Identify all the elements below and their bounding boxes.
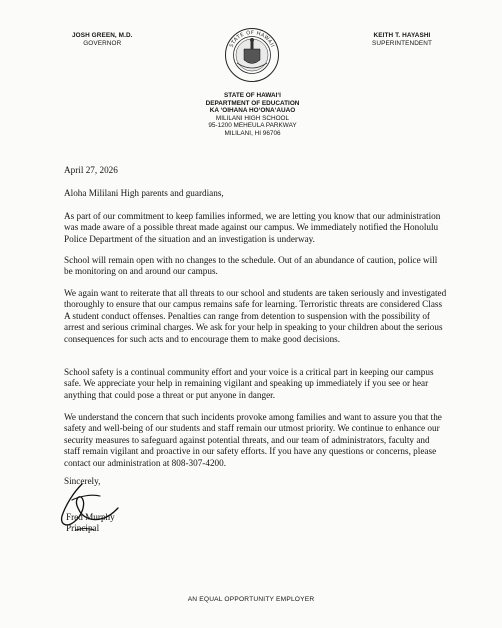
- paragraph-5: We understand the concern that such incidents provoke among families and want to assure you that the safety and well-being of our students and staff remain our utmost priority. We continue to enhance our security measures to safeguard against potential threats, and our team of administrators, faculty and staff remain vigilant and proactive in our safety efforts. If you have any questions or concerns, please contact our administration at 808-307-4200.: [64, 412, 442, 468]
- school-name: MILILANI HIGH SCHOOL: [215, 114, 290, 122]
- signer-name: Fred Murphy: [66, 512, 115, 522]
- dept-state: STATE OF HAWAI‘I: [224, 92, 281, 99]
- school-city: MILILANI, HI 96706: [224, 129, 281, 137]
- paragraph-3: We again want to reiterate that all threats to our school and students are taken seriously and investigated thoroughly to ensure that our campus remains safe for learning. Terroristic threats are considered Class A student conduct offenses. Penalties can range from detention to suspension with the possibility of arrest and serious criminal charges. We ask for your help in speaking to your children about the serious consequences for such acts and to encourage them to make good decisions.: [64, 288, 447, 344]
- letter-closing: Sincerely,: [64, 476, 101, 486]
- signer-block: [66, 512, 115, 535]
- school-street: 95-1200 MEHEULA PARKWAY: [208, 122, 297, 130]
- dept-hawaiian-name: KA ‘OIHANA HO‘ONA‘AUAO: [209, 107, 296, 115]
- superintendent-title: SUPERINTENDENT: [372, 39, 432, 47]
- governor-block: [72, 32, 133, 47]
- paragraph-4: School safety is a continual community effort and your voice is a critical part in keeping our campus safe. We appreciate your help in remaining vigilant and speaking up immediately if you see or hear anything that could pose a threat or put anyone in danger.: [64, 367, 434, 400]
- state-seal-icon: [224, 27, 280, 83]
- department-block: [170, 92, 335, 138]
- signer-title: Principal: [66, 523, 100, 534]
- letter-date: April 27, 2026: [64, 165, 118, 175]
- governor-name: JOSH GREEN, M.D.: [72, 32, 133, 39]
- governor-title: GOVERNOR: [83, 39, 122, 47]
- superintendent-name: KEITH T. HAYASHI: [373, 32, 431, 39]
- superintendent-block: [372, 32, 432, 47]
- letter-greeting: Aloha Mililani High parents and guardians,: [64, 188, 224, 198]
- seal-text: STATE OF HAWAII: [228, 29, 276, 49]
- paragraph-1: As part of our commitment to keep families informed, we are letting you know that our administration was made aware of a possible threat made against our campus. We immediately notified the Honolulu Police Department of the situation and an investigation is underway.: [64, 211, 441, 244]
- paragraph-2: School will remain open with no changes to the schedule. Out of an abundance of caution, police will be monitoring on and around our campus.: [64, 255, 438, 277]
- dept-name: DEPARTMENT OF EDUCATION: [205, 99, 300, 107]
- footer-text: AN EQUAL OPPORTUNITY EMPLOYER: [187, 596, 315, 603]
